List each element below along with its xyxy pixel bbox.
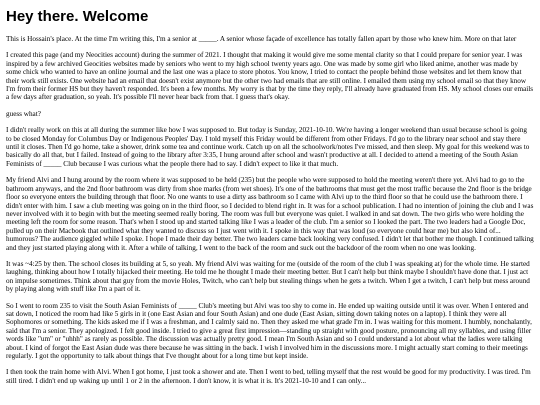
train-paragraph: I then took the train home with Alvi. When I got home, I just took a shower and ate. Then I went to bed, telling myself that the rest would be good for my productivity. I was tired. I'm still tired. I didn't end up waking up until 1 or 2 in the afternoon. I don't know, it is what it is. It's 2021-10-10 and I can only... — [6, 368, 531, 385]
creation-paragraph: I created this page (and my Neocities account) during the summer of 2021. I thought that making it would give me some mental clarity so that I could prepare for senior year. I was inspired by a few archived Geocities websites made by seniors who went to my high school twenty years ago. One was made by some girl who liked anime, another was made by some chick who wanted to have an online journal and the last one was a place to store photos. You know, I tried to contact the people behind those websites and let them know that their work still exists. One website had an email that doesn't exist anymore but the other two had emails that are still online. I emailed them using my school email so that they know I'm from their former HS but they haven't responded. It's been a few months. My worry is that by the time they reply, I'll already have graduated from HS. My school closes our emails a few days after graduation, so yeah. It's possible I'll never hear back from that. I guess that's okay. — [6, 51, 534, 102]
club-paragraph: So I went to room 235 to visit the South Asian Feminists of _____ Club's meeting but Alvi was too shy to come in. He ended up waiting outside until it was over. When I entered and sat down, I noticed the room had like 5 girls in it (one East Asian and four South Asian) and one dude (East Asian, sitting down taking notes on a laptop). I think they were all Sophomores or something. The kids asked me if I was a freshman, and I calmly said no. Then they asked me what grade I'm in. I was waiting for this moment. I humbly, nonchalantly, said that I'm a senior. They apologized. I felt good inside. I tried to give a great first impression—standing up straight with good posture, pronouncing all my syllables, and using filler words like "um" or "uhhh" as rarely as possible. The discussion was actually pretty good. I mean I'm South Asian and so I could understand a lot about what the ladies were talking about. I kind of forgot the East Asian dude was there because he was sitting in the back. I wish I involved him in the discussions more. I might actually start coming to their meetings regularly. I got the opportunity to talk about things that I've thought about for a long time but kept inside. — [6, 301, 532, 360]
time-paragraph: It was ~4:25 by then. The school closes its building at 5, so yeah. My friend Alvi was waiting for me (outside of the room of the club I was speaking at) for the whole time. He started laughing, thinking about how I totally hijacked their meeting. He told me he thought I made their meeting better. But I can't help but think maybe I shouldn't have done that. I just act on impulse sometimes. Think about that guy from the movie Holes, Twitch, who can't help but stealing things when he gets a twitch. When I get a twitch, I can't help but mess around by playing along with stuff like I'm a part of it. — [6, 259, 530, 294]
page-title: Hey there. Welcome — [6, 8, 149, 25]
intro-paragraph: This is Hossain's place. At the time I'm writing this, I'm a senior at _____. A senior whose façade of excellence has totally fallen apart by those who knew him. More on that later — [6, 35, 517, 43]
weekend-paragraph: I didn't really work on this at all during the summer like how I was supposed to. But today is Sunday, 2021-10-10. We're having a longer weekend than usual because school is going to be closed Monday for Columbus Day or Indigenous Peoples' Day. I told myself this Friday would be different from other Fridays. I'd go to the library near school and stay there until it closes. Then I'd go home, take a shower, drink some tea and continue work. Catch up on all the schoolwork/notes I've missed, and then sleep. My goal for this weekend was to basically do all that, but I failed. Instead of going to the library after 3:35, I hung around after school and wasn't productive at all. I decided to attend a meeting of the South Asian Feminists of _____ Club because I was curious what the people there had to say. I didn't expect to like it that much. — [6, 126, 530, 168]
meeting-paragraph: My friend Alvi and I hung around by the room where it was supposed to be held (235) but the people who were supposed to hold the meeting weren't there yet. Alvi had to go to the bathroom anyways, and the 2nd floor bathroom was dirty from shoe marks (from wet shoes). It's one of the bathrooms that must get the most traffic because the 2nd floor is the bridge floor so everyone enters the building through that floor. No one wants to use a dirty ass bathroom so I came with Alvi up to the third floor so that he could use the bathroom there. I didn't enter with him. I saw a club meeting was going on in the third floor, so I decided to blend right in. It was for a school publication. I had no intention of joining the club and I was never involved with it to begin with but the meeting seemed really boring. The room was full but everyone was quiet. I walked in and sat down. The two girls who were holding the meeting left the room for some reason. That's when I stood up and started talking like I was a leader of the club. I'm a senior so I looked the part. The two leaders had a Google Doc, pulled up on their Macbook that outlined what they wanted to discuss so I just went with it. I spoke in this way that was loud (so everyone could hear me) but also kind of... humorous? The audience giggled while I spoke. I hope I made their day better. The two leaders came back looking very confused. I didn't let that bother me though. I continued talking and they just started playing along with it. After a while of talking, I went to the back of the room and suck out the backdoor of the room when no one was looking. — [6, 176, 534, 252]
guess-what-paragraph: guess what? — [6, 109, 41, 118]
